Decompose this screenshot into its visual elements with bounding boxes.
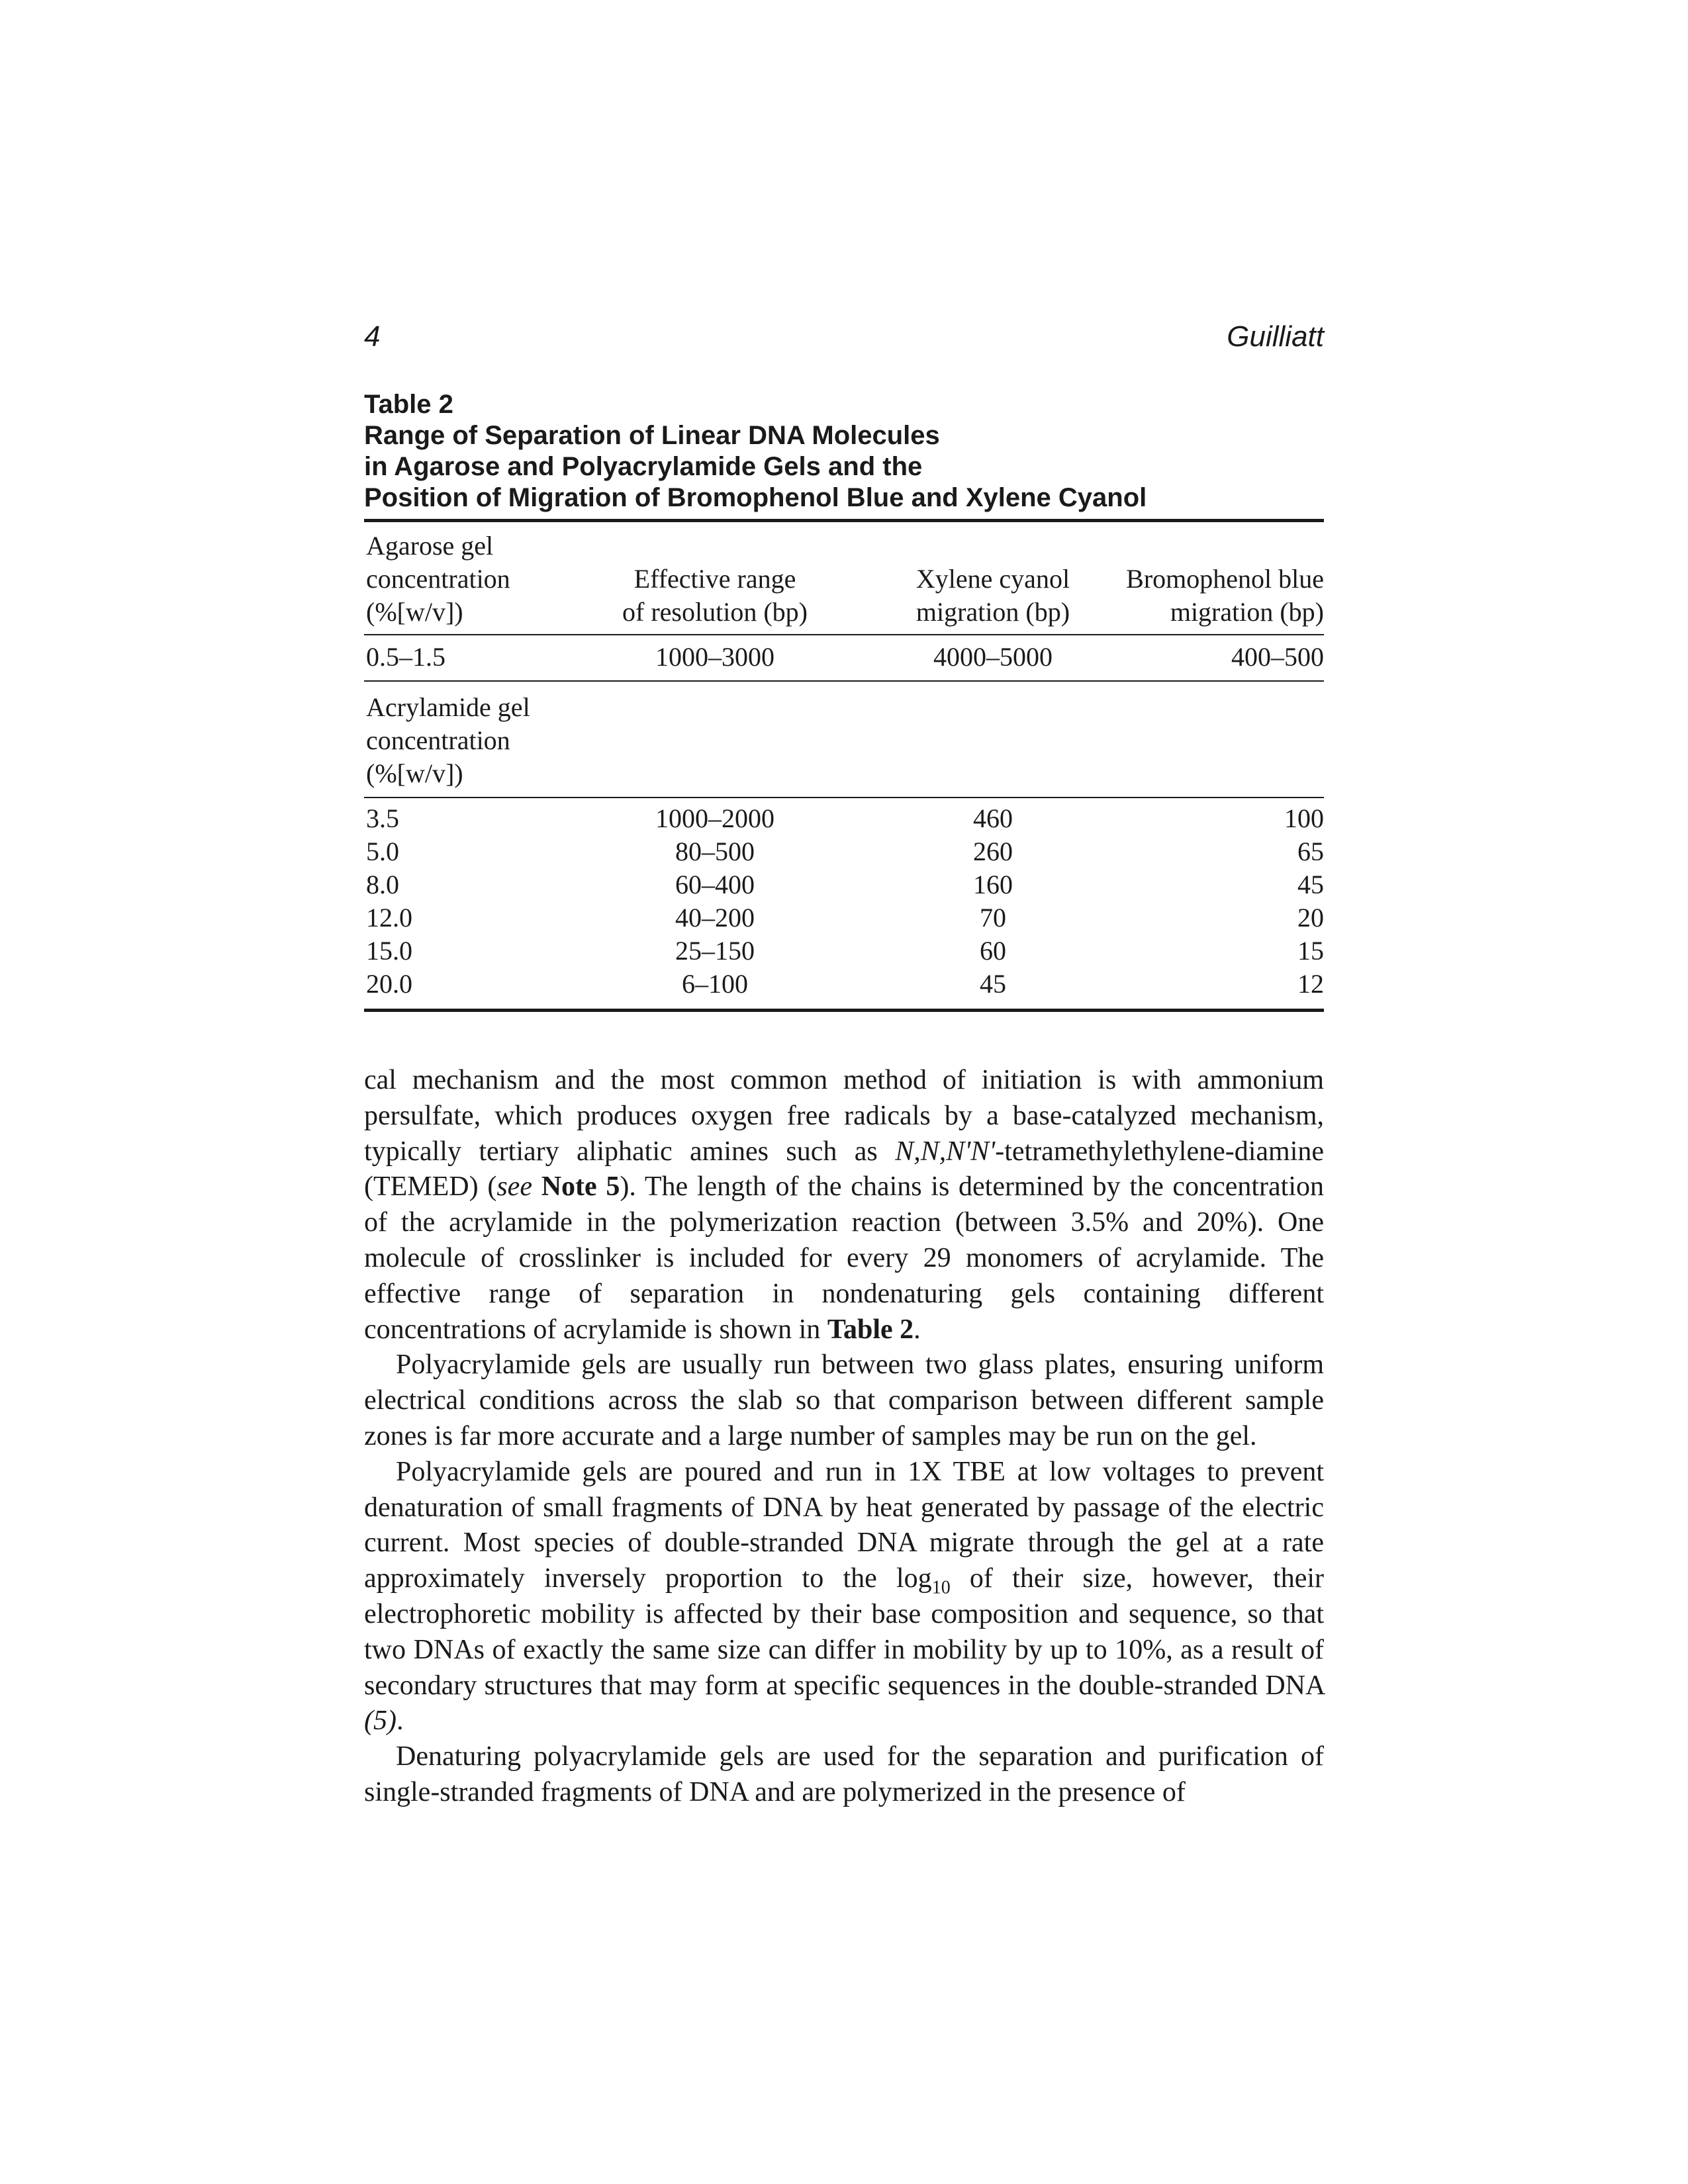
cell-xylene: 4000–5000 xyxy=(933,642,1053,672)
cell-range: 40–200 xyxy=(675,903,755,933)
paragraph: Polyacrylamide gels are poured and run in 1X TBE at low voltages to prevent denaturation of small fragments of DNA by heat generated by passage of the electric current. Most species of double-stranded DNA migrate through the gel at a rate approximately inversely proportion to the $\log_{10}$ of their size, however, their electrophoretic mobility is affected by their base composition and sequence, so that two DNAs of exactly the same size can differ in mobility by up to 10%, as a result of secondary structures that may form at specific sequences in the double-stranded DNA (5). xyxy=(364,1456,1325,1737)
cell-concentration: 15.0 xyxy=(366,936,412,966)
cell-bromophenol: 15 xyxy=(1297,936,1324,966)
table-row xyxy=(364,802,1324,835)
running-header xyxy=(363,320,1324,360)
table-row xyxy=(364,835,1324,868)
acrylamide-header-line: Acrylamide gel xyxy=(366,692,530,722)
running-head-author: Guilliatt xyxy=(1227,320,1324,353)
cell-bromophenol: 12 xyxy=(1297,969,1324,999)
cell-concentration: 0.5–1.5 xyxy=(366,642,445,672)
cell-concentration: 8.0 xyxy=(366,870,399,899)
note-reference: Note 5 xyxy=(532,1171,620,1203)
header-col1-line: concentration xyxy=(366,564,510,594)
header-col2-line: of resolution (bp) xyxy=(622,597,808,627)
cell-xylene: 160 xyxy=(973,870,1013,899)
paragraph: Polyacrylamide gels are usually run between two glass plates, ensuring uniform electrical conditions across the slab so that comparison between different sample zones is far more accurate and a large number of samples may be run on the gel. xyxy=(364,1349,1324,1451)
cell-xylene: 45 xyxy=(980,969,1006,999)
cell-range: 25–150 xyxy=(675,936,755,966)
table-caption xyxy=(364,389,1331,514)
cell-range: 60–400 xyxy=(675,870,755,899)
citation: (5) xyxy=(364,1706,397,1737)
cell-concentration: 12.0 xyxy=(366,903,412,933)
table-row xyxy=(364,868,1324,901)
cell-bromophenol: 65 xyxy=(1297,837,1324,866)
cell-bromophenol: 100 xyxy=(1284,803,1324,833)
cell-range: 6–100 xyxy=(682,969,748,999)
paragraph: cal mechanism and the most common method of initiation is with ammonium persulfate, which produces oxygen free radicals by a base-catalyzed mechanism, typically tertiary aliphatic amines such as N,N,N'N'-tetramethylethylene-diamine (TEMED) (see Note 5). The length of the chains is determined by the concentration of the acrylamide in the polymerization reaction (between 3.5% and 20%). One molecule of crosslinker is included for every 29 monomers of acrylamide. The effective range of separation in nondenaturing gels containing different concentrations of acrylamide is shown in Table 2. xyxy=(364,1065,1324,1345)
cell-xylene: 70 xyxy=(980,903,1006,933)
table-section-rule xyxy=(364,797,1324,798)
table-title-line: Range of Separation of Linear DNA Molecules xyxy=(364,421,940,450)
page-number: 4 xyxy=(364,320,381,353)
table-row xyxy=(364,641,1324,674)
table-bottom-rule xyxy=(364,1009,1324,1012)
cell-range: 1000–2000 xyxy=(655,803,774,833)
header-col1-line: (%[w/v]) xyxy=(366,597,463,627)
table-top-rule xyxy=(364,519,1324,522)
table-section-rule xyxy=(364,680,1324,682)
cell-concentration: 5.0 xyxy=(366,837,399,866)
table-row xyxy=(364,901,1324,934)
header-col3-line: Xylene cyanol xyxy=(915,564,1070,594)
cell-range: 80–500 xyxy=(675,837,755,866)
cell-bromophenol: 45 xyxy=(1297,870,1324,899)
table-title-line: in Agarose and Polyacrylamide Gels and the xyxy=(364,452,923,481)
cell-xylene: 460 xyxy=(973,803,1013,833)
table-reference: Table 2 xyxy=(827,1314,914,1345)
cell-concentration: 3.5 xyxy=(366,803,399,833)
cell-concentration: 20.0 xyxy=(366,969,412,999)
body-text xyxy=(364,1063,1324,1811)
table-row xyxy=(364,934,1324,968)
paragraph: Denaturing polyacrylamide gels are used for the separation and purification of single-stranded fragments of DNA and are polymerized in the presence of xyxy=(364,1741,1324,1807)
header-col3-line: migration (bp) xyxy=(915,597,1070,627)
acrylamide-header-line: concentration xyxy=(366,725,510,755)
table-row xyxy=(364,968,1324,1001)
cell-xylene: 60 xyxy=(980,936,1006,966)
cell-bromophenol: 20 xyxy=(1297,903,1324,933)
table-label: Table 2 xyxy=(364,390,453,419)
table-header-rule xyxy=(364,634,1324,635)
cell-bromophenol: 400–500 xyxy=(1231,642,1324,672)
cell-range: 1000–3000 xyxy=(655,642,774,672)
cell-xylene: 260 xyxy=(973,837,1013,866)
table-title-line: Position of Migration of Bromophenol Blue and Xylene Cyanol xyxy=(364,483,1147,512)
header-col2-line: Effective range xyxy=(633,564,796,594)
header-col4-line: Bromophenol blue xyxy=(1126,564,1324,594)
header-col4-line: migration (bp) xyxy=(1170,597,1324,627)
header-col1-line: Agarose gel xyxy=(366,531,494,561)
see-reference: see xyxy=(496,1171,532,1203)
acrylamide-header-line: (%[w/v]) xyxy=(366,758,463,788)
